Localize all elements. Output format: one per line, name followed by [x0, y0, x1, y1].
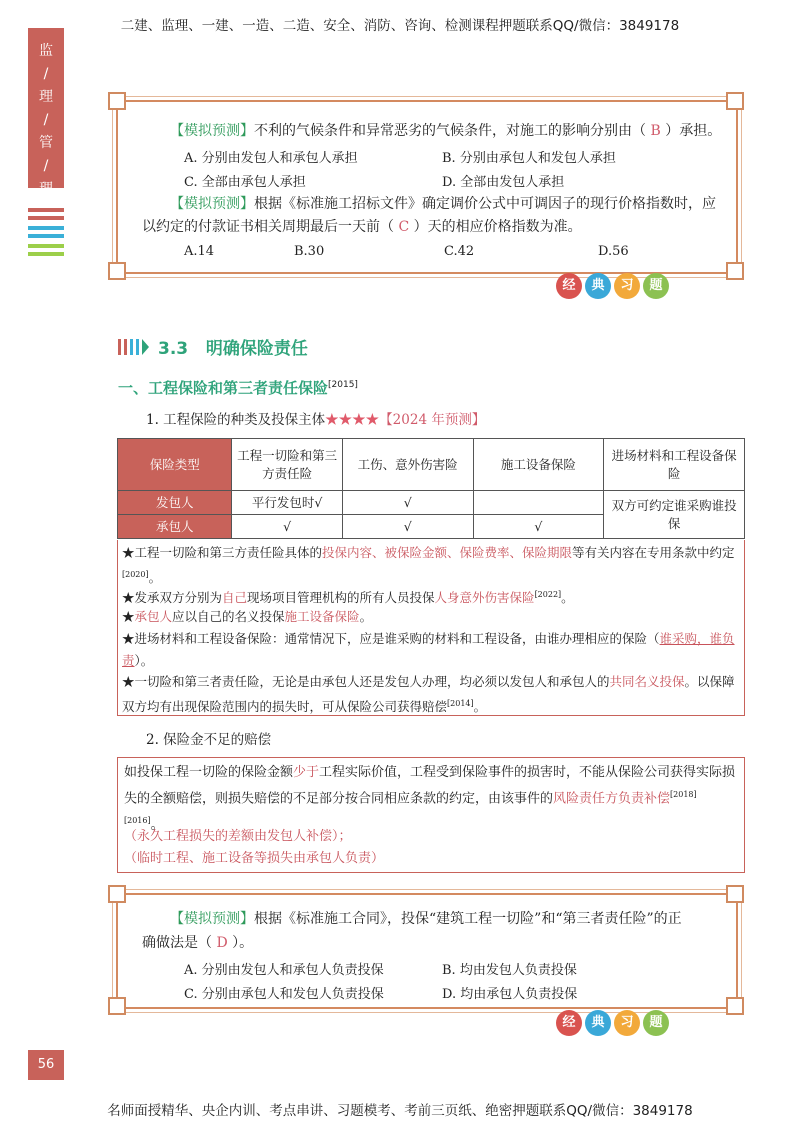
table-header-cell: 工伤、意外伤害险 [342, 439, 473, 491]
side-stripe-green-2 [28, 252, 64, 256]
option-a: A.14 [184, 244, 215, 259]
table-row [118, 491, 745, 515]
question-tag: 【模拟预测】 [170, 911, 254, 927]
page-number: 56 [28, 1050, 64, 1080]
subsection-heading: 一、工程保险和第三者责任保险[2015] [118, 379, 358, 397]
badge-char: 题 [643, 273, 669, 299]
table-cell [473, 491, 604, 515]
frame-corner [108, 997, 126, 1015]
side-stripe-red-2 [28, 216, 64, 220]
answer-letter: C [394, 219, 414, 235]
table-cell: √ [342, 491, 473, 515]
option-a: A. 分别由发包人和承包人承担 [184, 151, 358, 166]
insurance-type-table [117, 438, 745, 539]
section-heading: 3.3 明确保险责任 [158, 339, 308, 359]
badge-char: 典 [585, 273, 611, 299]
table-cell: √ [473, 515, 604, 539]
badge-char: 经 [556, 273, 582, 299]
item2-title: 2. 保险金不足的赔偿 [146, 732, 272, 748]
table-header-cell: 工程一切险和第三方责任险 [232, 439, 342, 491]
table-cell: √ [232, 515, 342, 539]
section-bars-icon [118, 337, 148, 357]
note-line: ★一切险和第三者责任险，无论是由承包人还是发包人办理，均必须以发包人和承包人的共同名义投保。以保障双方均有出现保险范围内的损失时，可从保险公司获得赔偿[2014]。 [122, 674, 735, 715]
note-line: ★工程一切险和第三方责任险具体的投保内容、被保险金额、保险费率、保险期限等有关内容在专用条款中约定[2020]。 [122, 545, 735, 586]
option-d: D. 均由承包人负责投保 [442, 987, 578, 1002]
option-d: D.56 [598, 244, 629, 259]
page-footer: 名师面授精华、央企内训、考点串讲、习题模考、考前三页纸、绝密押题联系QQ/微信：3849178 [107, 1103, 693, 1119]
note-line: ★发承双方分别为自己现场项目管理机构的所有人员投保人身意外伤害保险[2022]。 [122, 590, 574, 606]
table-cell: 平行发包时√ [232, 491, 342, 515]
side-stripe-red [28, 208, 64, 212]
option-c: C. 分别由承包人和发包人负责投保 [184, 987, 384, 1002]
side-stripe-blue [28, 226, 64, 230]
table-header-cell: 施工设备保险 [473, 439, 604, 491]
practice1-question2-line2: 以约定的付款证书相关周期最后一天前（ C ）天的相应价格指数为准。 [142, 219, 582, 235]
row-label: 承包人 [118, 515, 232, 539]
classic-exercise-badge [556, 1010, 676, 1040]
answer-letter: D [212, 935, 233, 951]
shortfall-text: 如投保工程一切险的保险金额少于工程实际价值，工程受到保险事件的损害时，不能从保险公司获得实际损失的全额赔偿，则损失赔偿的不足部分按合同相应条款的约定，由该事件的风险责任方负责补偿[2018][2016]。 [124, 765, 736, 833]
practice2-question-line1: 【模拟预测】根据《标准施工合同》，投保“建筑工程一切险”和“第三者责任险”的正 [170, 911, 682, 927]
frame-corner [108, 92, 126, 110]
page-header: 二建、监理、一建、一造、二造、安全、消防、咨询、检测课程押题联系QQ/微信：3849178 [120, 18, 680, 34]
practice1-question1: 【模拟预测】不利的气候条件和异常恶劣的气候条件，对施工的影响分别由（ B ）承担。 [170, 123, 722, 139]
frame-corner [108, 885, 126, 903]
frame-corner [726, 92, 744, 110]
option-b: B. 分别由承包人和发包人承担 [442, 151, 616, 166]
frame-corner [108, 262, 126, 280]
answer-letter: B [646, 123, 666, 139]
badge-char: 题 [643, 1010, 669, 1036]
shortfall-note-b: （临时工程、施工设备等损失由承包人负责） [124, 851, 385, 866]
option-c: C. 全部由承包人承担 [184, 175, 306, 190]
shortfall-note-a: （永久工程损失的差额由发包人补偿）； [124, 829, 352, 844]
table-header-cell: 进场材料和工程设备保险 [604, 439, 745, 491]
side-chapter-label: 监 / 理 / 管 / 理 [39, 43, 53, 197]
frame-corner [726, 885, 744, 903]
option-b: B.30 [294, 244, 325, 259]
item1-title: 1. 工程保险的种类及投保主体★★★★【2024 年预测】 [146, 412, 486, 428]
badge-char: 经 [556, 1010, 582, 1036]
row-label: 发包人 [118, 491, 232, 515]
classic-exercise-badge [556, 273, 676, 303]
table-merged-cell: 双方可约定谁采购谁投保 [604, 491, 745, 539]
badge-char: 习 [614, 1010, 640, 1036]
option-d: D. 全部由发包人承担 [442, 175, 565, 190]
star-rating: ★★★★ [325, 412, 380, 428]
option-b: B. 均由发包人负责投保 [442, 963, 577, 978]
badge-char: 典 [585, 1010, 611, 1036]
option-c: C.42 [444, 244, 475, 259]
note-line: ★进场材料和工程设备保险：通常情况下，应是谁采购的材料和工程设备，由谁办理相应的保险（谁采购，谁负责）。 [122, 631, 735, 668]
badge-char: 习 [614, 273, 640, 299]
table-header-cell: 保险类型 [118, 439, 232, 491]
question-tag: 【模拟预测】 [170, 196, 254, 212]
frame-corner [726, 262, 744, 280]
practice2-question-line2: 确做法是（ D ）。 [142, 935, 254, 951]
option-a: A. 分别由发包人和承包人负责投保 [184, 963, 384, 978]
side-stripe-green [28, 244, 64, 248]
table-cell: √ [342, 515, 473, 539]
practice1-question2-line1: 【模拟预测】根据《标准施工招标文件》确定调价公式中可调因子的现行价格指数时，应 [170, 196, 716, 212]
question-tag: 【模拟预测】 [170, 123, 254, 139]
side-stripe-blue-2 [28, 234, 64, 238]
frame-corner [726, 997, 744, 1015]
note-line: ★承包人应以自己的名义投保施工设备保险。 [122, 609, 373, 624]
